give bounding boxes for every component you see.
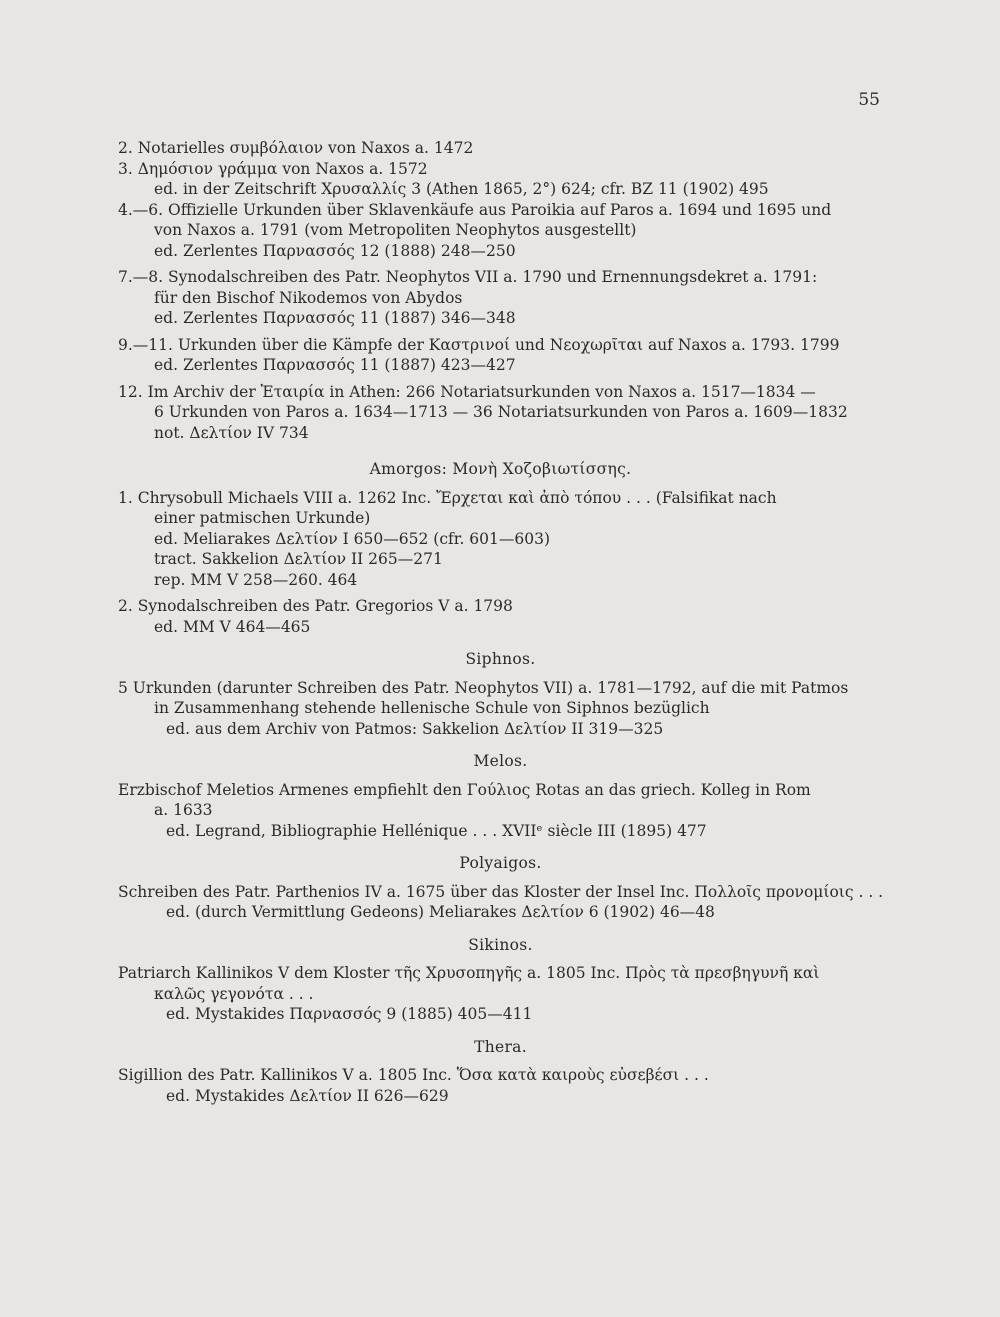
section-heading-melos: Melos.	[473, 752, 528, 770]
entry-line: Patriarch Kallinikos V dem Kloster τῆς Χρυσοπηγῆς a. 1805 Inc. Πρὸς τὰ πρεσβηγυνῆ καὶ	[118, 964, 820, 982]
entry-line: ed. Legrand, Bibliographie Hellénique . . . XVIIᵉ siècle III (1895) 477	[166, 821, 707, 840]
entry-line: 4.—6. Offizielle Urkunden über Sklavenkäufe aus Paroikia auf Paros a. 1694 und 1695 und	[118, 200, 832, 219]
amorgos-entry-1	[118, 488, 883, 591]
entry-line: für den Bischof Nikodemos von Abydos	[154, 288, 463, 307]
entry-line: von Naxos a. 1791 (vom Metropoliten Neophytos ausgestellt)	[154, 221, 637, 239]
entry-line: 12. Im Archiv der Ἑταιρία in Athen: 266 Notariatsurkunden von Naxos a. 1517—1834 —	[118, 382, 816, 401]
entry-line: Erzbischof Meletios Armenes empfiehlt den Γούλιος Rotas an das griech. Kolleg in Rom	[118, 780, 811, 799]
naxos-entry-2	[118, 138, 883, 159]
entry-line: tract. Sakkelion Δελτίον II 265—271	[154, 550, 443, 568]
entry-line: 2. Notarielles συμβόλαιον von Naxos a. 1472	[118, 139, 474, 157]
page-number: 55	[858, 90, 880, 110]
entry-line: ed. Mystakides Δελτίον II 626—629	[166, 1086, 449, 1105]
entry-line: ed. Meliarakes Δελτίον I 650—652 (cfr. 601—603)	[154, 529, 551, 548]
naxos-entry-4-6	[118, 200, 883, 262]
siphnos-entry	[118, 678, 883, 740]
entry-line: a. 1633	[154, 801, 213, 819]
entry-line: ed. in der Zeitschrift Χρυσαλλίς 3 (Athen 1865, 2°) 624; cfr. BZ 11 (1902) 495	[154, 180, 769, 198]
entry-line: in Zusammenhang stehende hellenische Schule von Siphnos bezüglich	[154, 699, 710, 717]
section-heading-siphnos: Siphnos.	[465, 650, 536, 668]
entry-line: ed. aus dem Archiv von Patmos: Sakkelion Δελτίον II 319—325	[166, 719, 664, 738]
entry-line: 1. Chrysobull Michaels VIII a. 1262 Inc. Ἔρχεται καὶ ἀπὸ τόπου . . . (Falsifikat nach	[118, 488, 777, 507]
naxos-entry-9-11	[118, 335, 883, 376]
section-heading-amorgos: Amorgos: Μονὴ Χοζοβιωτίσσης.	[369, 460, 632, 478]
entry-line: 3. Δημόσιον γράμμα von Naxos a. 1572	[118, 159, 428, 178]
polyaigos-entry	[118, 882, 883, 923]
entry-line: 9.—11. Urkunden über die Kämpfe der Καστρινοί und Νεοχωρῖται auf Naxos a. 1793. 1799	[118, 335, 840, 354]
section-heading-polyaigos: Polyaigos.	[459, 854, 542, 872]
entry-line: ed. Zerlentes Παρνασσός 11 (1887) 423—427	[154, 356, 516, 374]
thera-entry	[118, 1065, 883, 1106]
entry-line: Sigillion des Patr. Kallinikos V a. 1805 Inc. Ὅσα κατὰ καιροὺς εὐσεβέσι . . .	[118, 1066, 709, 1084]
page-content	[118, 138, 883, 1106]
entry-line: Schreiben des Patr. Parthenios IV a. 1675 über das Kloster der Insel Inc. Πολλοῖς προνομίοις . . .	[118, 882, 883, 901]
section-heading-thera: Thera.	[474, 1037, 527, 1056]
entry-line: ed. Mystakides Παρνασσός 9 (1885) 405—411	[166, 1005, 533, 1023]
entry-line: einer patmischen Urkunde)	[154, 509, 371, 527]
entry-line: ed. Zerlentes Παρνασσός 12 (1888) 248—250	[154, 241, 516, 260]
entry-line: 6 Urkunden von Paros a. 1634—1713 — 36 Notariatsurkunden von Paros a. 1609—1832	[154, 403, 848, 421]
entry-line: 2. Synodalschreiben des Patr. Gregorios V a. 1798	[118, 597, 513, 615]
naxos-entry-12	[118, 382, 883, 444]
entry-line: 7.—8. Synodalschreiben des Patr. Neophytos VII a. 1790 und Ernennungsdekret a. 1791:	[118, 268, 818, 286]
entry-line: not. Δελτίον IV 734	[154, 423, 309, 442]
entry-line: ed. MM V 464—465	[154, 617, 311, 636]
entry-line: rep. MM V 258—260. 464	[154, 570, 358, 589]
melos-entry	[118, 780, 883, 842]
entry-line: ed. Zerlentes Παρνασσός 11 (1887) 346—348	[154, 309, 516, 327]
amorgos-entry-2	[118, 596, 883, 637]
naxos-entry-7-8	[118, 267, 883, 329]
naxos-entry-3	[118, 159, 883, 200]
entry-line: καλῶς γεγονότα . . .	[154, 984, 314, 1003]
sikinos-entry	[118, 963, 883, 1025]
section-heading-sikinos: Sikinos.	[468, 935, 533, 954]
entry-line: 5 Urkunden (darunter Schreiben des Patr. Neophytos VII) a. 1781—1792, auf die mit Patmos	[118, 678, 849, 697]
entry-line: ed. (durch Vermittlung Gedeons) Meliarakes Δελτίον 6 (1902) 46—48	[166, 903, 715, 921]
